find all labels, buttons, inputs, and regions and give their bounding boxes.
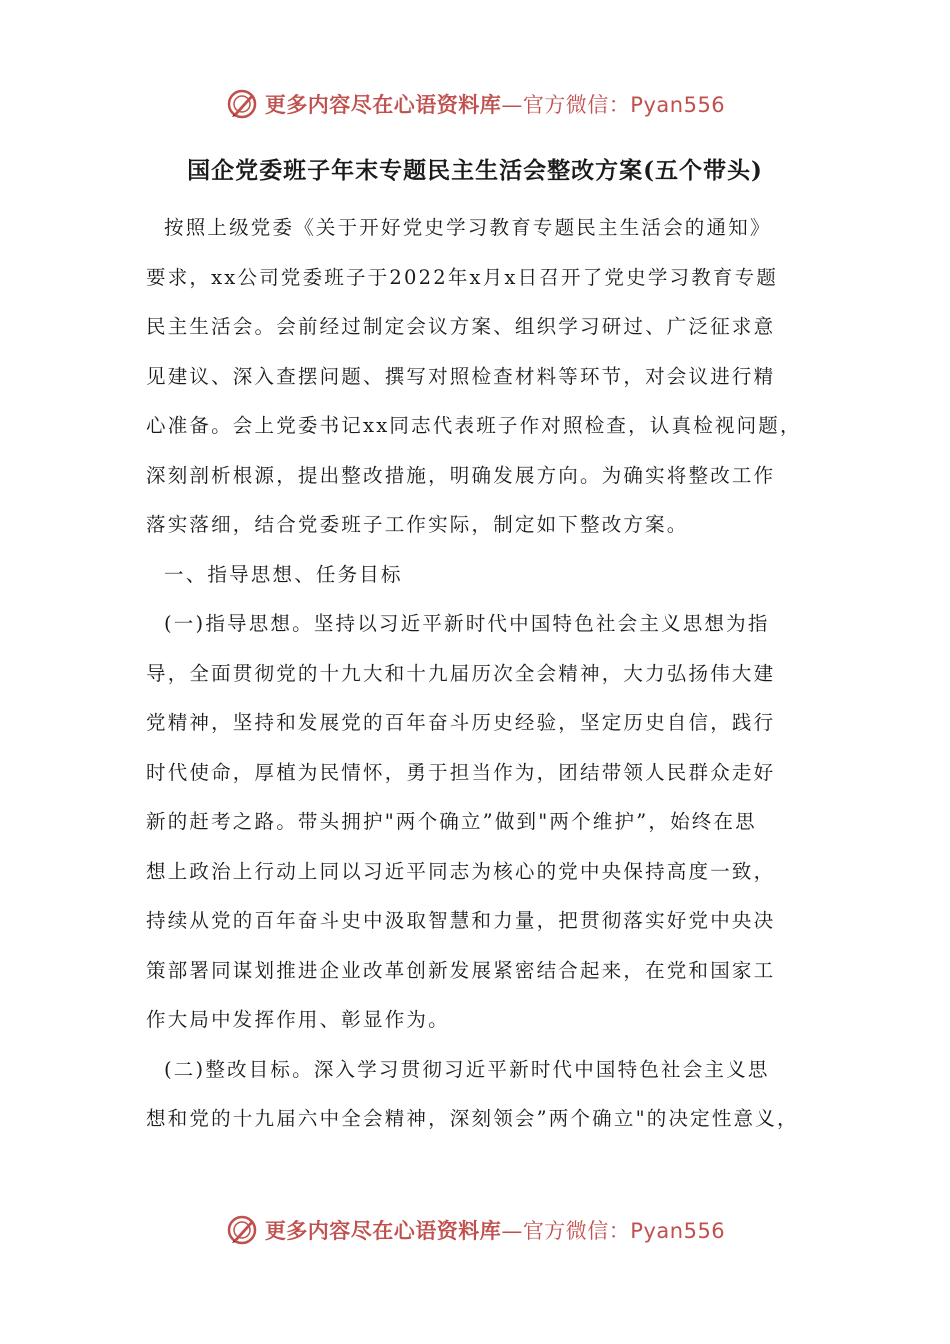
watermark-separator: — bbox=[501, 1219, 523, 1243]
body-line: 要求，xx公司党委班子于2022年x月x日召开了党史学习教育专题 bbox=[146, 265, 779, 289]
body-line: 策部署同谋划推进企业改革创新发展紧密结合起来，在党和国家工 bbox=[146, 958, 776, 982]
pen-logo-icon bbox=[225, 87, 259, 121]
body-line: 深刻剖析根源，提出整改措施，明确发展方向。为确实将整改工作 bbox=[146, 463, 776, 487]
body-line: 导，全面贯彻党的十九大和十九届历次全会精神，大力弘扬伟大建 bbox=[146, 661, 776, 685]
body-line: 持续从党的百年奋斗史中汲取智慧和力量，把贯彻落实好党中央决 bbox=[146, 909, 776, 932]
section-heading: 一、指导思想、任务目标 bbox=[164, 562, 403, 586]
watermark-contact: 官方微信：Pyan556 bbox=[522, 93, 726, 117]
watermark-separator: — bbox=[501, 93, 523, 117]
body-line: 党精神，坚持和发展党的百年奋斗历史经验，坚定历史自信，践行 bbox=[146, 711, 776, 734]
watermark-brand: 更多内容尽在心语资料库 bbox=[264, 92, 502, 117]
document-body bbox=[146, 203, 816, 1144]
body-line: 时代使命，厚植为民情怀，勇于担当作为，团结带领人民群众走好 bbox=[146, 760, 776, 784]
pen-logo-icon bbox=[225, 1213, 259, 1247]
body-line: (二)整改目标。深入学习贯彻习近平新时代中国特色社会主义思 bbox=[164, 1057, 770, 1081]
body-line: 民主生活会。会前经过制定会议方案、组织学习研过、广泛征求意 bbox=[146, 315, 776, 338]
body-line: 想和党的十九届六中全会精神，深刻领会”两个确立"的决定性意义， bbox=[146, 1107, 799, 1130]
footer-watermark bbox=[0, 1208, 950, 1252]
body-line: 按照上级党委《关于开好党史学习教育专题民主生活会的通知》 bbox=[164, 216, 772, 239]
body-line: 落实落细，结合党委班子工作实际，制定如下整改方案。 bbox=[146, 513, 689, 536]
body-line: 想上政治上行动上同以习近平同志为核心的党中央保持高度一致， bbox=[146, 859, 776, 883]
header-watermark bbox=[0, 82, 950, 126]
watermark-brand: 更多内容尽在心语资料库 bbox=[264, 1218, 502, 1243]
body-line: 新的赶考之路。带头拥护"两个确立”做到"两个维护”，始终在思 bbox=[146, 810, 757, 833]
body-line: (一)指导思想。坚持以习近平新时代中国特色社会主义思想为指 bbox=[164, 612, 770, 635]
body-line: 作大局中发挥作用、彰显作为。 bbox=[146, 1008, 450, 1031]
body-line: 心准备。会上党委书记xx同志代表班子作对照检查，认真检视问题， bbox=[146, 414, 802, 437]
watermark-text bbox=[265, 1215, 725, 1245]
watermark-text bbox=[265, 89, 725, 119]
watermark-contact: 官方微信：Pyan556 bbox=[522, 1219, 726, 1243]
document-title: 国企党委班子年末专题民主生活会整改方案(五个带头) bbox=[187, 157, 763, 184]
body-line: 见建议、深入查摆问题、撰写对照检查材料等环节，对会议进行精 bbox=[146, 364, 776, 388]
